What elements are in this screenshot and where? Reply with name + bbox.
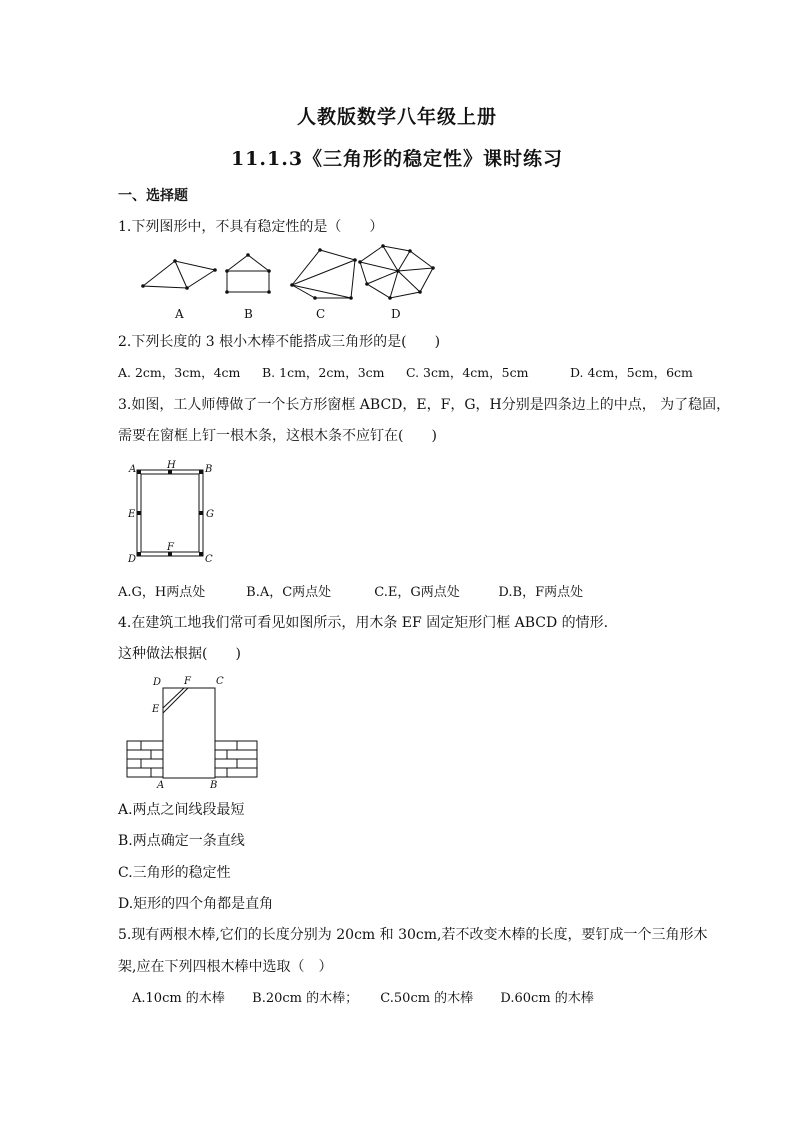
q3-option-c: C.E，G两点处	[374, 585, 460, 600]
q4-label-e: E	[152, 704, 160, 715]
q1-label-c: C	[316, 307, 326, 321]
q1-figure-c	[291, 249, 357, 300]
section-heading: 一、选择题	[118, 188, 188, 204]
q2-options	[118, 363, 693, 381]
q1-figure-d	[359, 245, 435, 300]
q4-label-c: C	[216, 676, 224, 687]
q2-option-a: A. 2cm，3cm，4cm	[118, 365, 241, 380]
q4-label-b: B	[210, 780, 218, 791]
q3-label-c: C	[205, 554, 213, 565]
q2-option-d: D. 4cm，5cm，6cm	[569, 365, 693, 380]
q1-figure-a	[142, 260, 217, 290]
q4-option-a: A.两点之间线段最短	[118, 802, 245, 818]
q3-label-a: A	[129, 464, 137, 475]
q1-stem: 1.下列图形中，不具有稳定性的是（ ）	[118, 219, 384, 235]
q4-option-d: D.矩形的四个角都是直角	[118, 896, 274, 912]
q4-stem-line1: 4.在建筑工地我们常可看见如图所示，用木条 EF 固定矩形门框 ABCD 的情形.	[118, 615, 609, 631]
q1-figure-b	[226, 254, 271, 294]
q3-label-g: G	[206, 509, 214, 520]
q3-option-d: D.B，F两点处	[498, 585, 584, 600]
q1-label-d: D	[391, 307, 401, 321]
q3-label-b: B	[205, 464, 213, 475]
q3-label-d: D	[128, 554, 137, 565]
q1-label-b: B	[244, 307, 253, 321]
q4-option-c: C.三角形的稳定性	[118, 865, 231, 881]
page-subtitle: 11.1.3《三角形的稳定性》课时练习	[230, 148, 564, 170]
q3-label-f: F	[167, 542, 174, 553]
q3-options	[118, 581, 583, 600]
q5-option-a: A.10cm 的木棒	[132, 991, 225, 1006]
q3-stem-line2: 需要在窗框上钉一根木条，这根木条不应钉在( )	[118, 428, 437, 444]
q3-option-b: B.A，C两点处	[246, 585, 332, 600]
q5-option-c: C.50cm 的木棒	[380, 991, 474, 1006]
q5-stem-line2: 架,应在下列四根木棒中选取（ ）	[118, 959, 333, 975]
q3-window-frame-figure	[120, 458, 220, 568]
q1-label-a: A	[175, 307, 184, 321]
q3-stem-line1: 3.如图，工人师傅做了一个长方形窗框 ABCD，E，F，G，H分别是四条边上的中点， 为了稳固，	[118, 397, 731, 413]
q3-option-a: A.G，H两点处	[118, 585, 206, 600]
q5-stem-line1: 5.现有两根木棒,它们的长度分别为 20cm 和 30cm,若不改变木棒的长度，要钉成一个三角形木	[118, 927, 708, 943]
q3-label-h: H	[167, 460, 176, 471]
q4-label-a: A	[157, 780, 165, 791]
q2-option-b: B. 1cm，2cm，3cm	[261, 365, 385, 380]
page-title: 人教版数学八年级上册	[296, 106, 497, 128]
q4-stem-line2: 这种做法根据( )	[118, 646, 241, 662]
q4-label-f: F	[184, 676, 191, 687]
q2-option-c: C. 3cm，4cm，5cm	[405, 365, 529, 380]
q2-stem: 2.下列长度的 3 根小木棒不能搭成三角形的是( )	[118, 334, 441, 350]
q3-label-e: E	[128, 509, 136, 520]
q5-option-b: B.20cm 的木棒；	[252, 991, 359, 1006]
q4-door-frame-figure	[118, 672, 263, 792]
q1-figures	[135, 240, 445, 325]
q5-option-d: D.60cm 的木棒	[500, 991, 594, 1006]
q4-option-b: B.两点确定一条直线	[118, 833, 245, 849]
q5-options	[132, 987, 594, 1006]
q4-label-d: D	[153, 677, 162, 688]
